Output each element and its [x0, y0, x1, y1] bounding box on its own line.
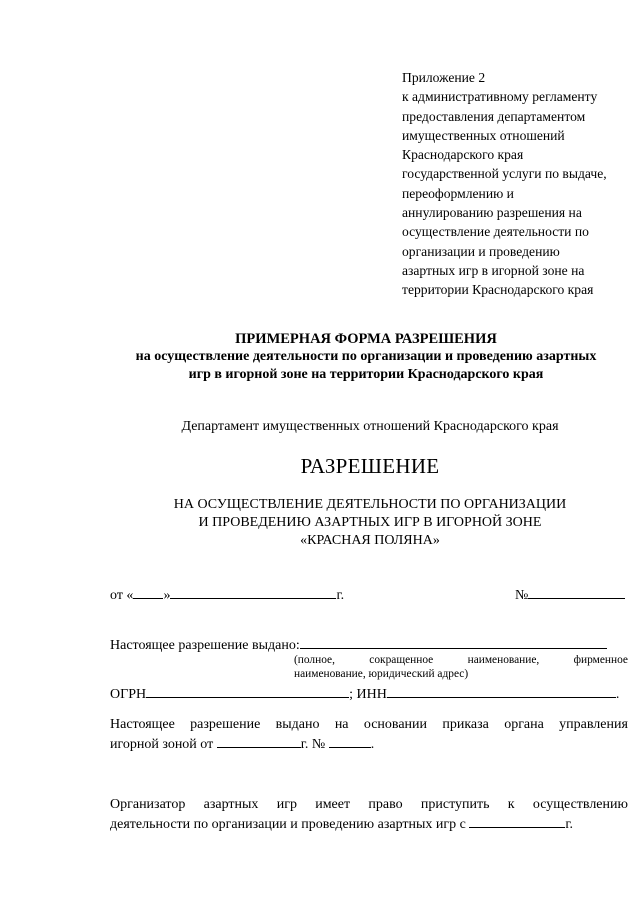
organizer-line-1 — [110, 796, 628, 814]
appendix-line: имущественных отношений — [402, 127, 565, 143]
appendix-line: организации и проведению — [402, 243, 560, 259]
basis-line-2 — [110, 734, 628, 754]
appendix-line: азартных игр в игорной зоне на — [402, 262, 585, 278]
ogrn-inn-end: . — [615, 687, 620, 702]
issued-to-hint-line2: наименование, юридический адрес) — [294, 668, 469, 680]
basis-word: приказа — [442, 717, 489, 732]
organizer-word: осуществлению — [532, 797, 628, 812]
appendix-line: государственной услуги по выдаче, — [402, 166, 607, 182]
hint-word: сокращенное — [369, 654, 434, 666]
form-title-line: игр в игорной зоне на территории Краснодарского края — [188, 367, 544, 382]
organizer-word: к — [507, 797, 515, 812]
appendix-line: осуществление деятельности по — [402, 224, 589, 240]
appendix-line: аннулированию разрешения на — [402, 205, 582, 221]
organizer-word: Организатор — [110, 797, 186, 812]
issued-to-line — [110, 635, 607, 654]
number-label: № — [515, 588, 529, 603]
year-suffix: г. — [336, 588, 345, 603]
basis-word: Настоящее — [110, 717, 175, 732]
form-title-line: на осуществление деятельности по организации и проведению азартных — [135, 349, 597, 364]
permit-subtitle-line: «КРАСНАЯ ПОЛЯНА» — [300, 533, 440, 548]
order-number-field[interactable] — [329, 734, 371, 748]
issued-to-label: Настоящее разрешение выдано: — [110, 638, 300, 653]
organizer-prefix: деятельности по организации и проведению азартных игр с — [110, 817, 466, 832]
appendix-line: территории Краснодарского края — [402, 282, 594, 298]
ogrn-inn-line — [110, 684, 619, 703]
date-mid: » — [163, 588, 171, 603]
basis-word: выдано — [275, 717, 320, 732]
hint-word: наименование, — [467, 654, 540, 666]
appendix-header — [402, 68, 627, 300]
basis-word: управления — [559, 717, 628, 732]
department-name: Департамент имущественных отношений Краснодарского края — [181, 419, 559, 434]
permit-title: РАЗРЕШЕНИЕ — [300, 454, 440, 478]
form-title-main: ПРИМЕРНАЯ ФОРМА РАЗРЕШЕНИЯ — [235, 331, 497, 347]
order-date-field[interactable] — [217, 734, 301, 748]
appendix-line: предоставления департаментом — [402, 108, 586, 124]
organizer-word: приступить — [420, 797, 490, 812]
basis-end: . — [370, 737, 375, 752]
month-field[interactable] — [170, 585, 336, 599]
hint-word: (полное, — [294, 654, 335, 666]
appendix-line: переоформлению и — [402, 185, 514, 201]
organizer-word: азартных — [203, 797, 259, 812]
day-field[interactable] — [133, 585, 163, 599]
organizer-word: право — [368, 797, 403, 812]
hint-word: фирменное — [573, 654, 628, 666]
basis-paragraph — [110, 716, 628, 754]
basis-word: органа — [504, 717, 544, 732]
inn-field[interactable] — [387, 684, 616, 698]
appendix-line: Приложение 2 — [402, 70, 486, 85]
form-title — [90, 330, 639, 384]
permit-subtitle-line: НА ОСУЩЕСТВЛЕНИЕ ДЕЯТЕЛЬНОСТИ ПО ОРГАНИЗАЦИИ — [173, 497, 567, 512]
ogrn-label: ОГРН — [110, 687, 147, 702]
basis-word: разрешение — [190, 717, 261, 732]
organizer-word: игр — [276, 797, 297, 812]
permit-subtitle-line: И ПРОВЕДЕНИЮ АЗАРТНЫХ ИГР В ИГОРНОЙ ЗОНЕ — [198, 515, 542, 530]
basis-prefix: игорной зоной от — [110, 737, 214, 752]
organizer-paragraph — [110, 796, 628, 834]
ogrn-field[interactable] — [146, 684, 349, 698]
appendix-line: к административному регламенту — [402, 89, 598, 105]
issued-to-hint — [294, 654, 628, 666]
date-line — [110, 585, 344, 604]
issued-to-field[interactable] — [300, 635, 607, 649]
basis-word: на — [334, 717, 349, 732]
organizer-end: г. — [565, 817, 574, 832]
number-field[interactable] — [528, 585, 625, 599]
number-line — [515, 585, 625, 604]
inn-label: ; ИНН — [349, 687, 387, 702]
appendix-line: Краснодарского края — [402, 147, 524, 163]
basis-line-1 — [110, 716, 628, 734]
date-prefix: от « — [110, 588, 134, 603]
organizer-word: имеет — [315, 797, 351, 812]
permit-subtitle — [110, 496, 630, 550]
start-date-field[interactable] — [469, 814, 565, 828]
basis-word: основании — [363, 717, 428, 732]
basis-mid: г. № — [300, 737, 326, 752]
organizer-line-2 — [110, 814, 628, 834]
